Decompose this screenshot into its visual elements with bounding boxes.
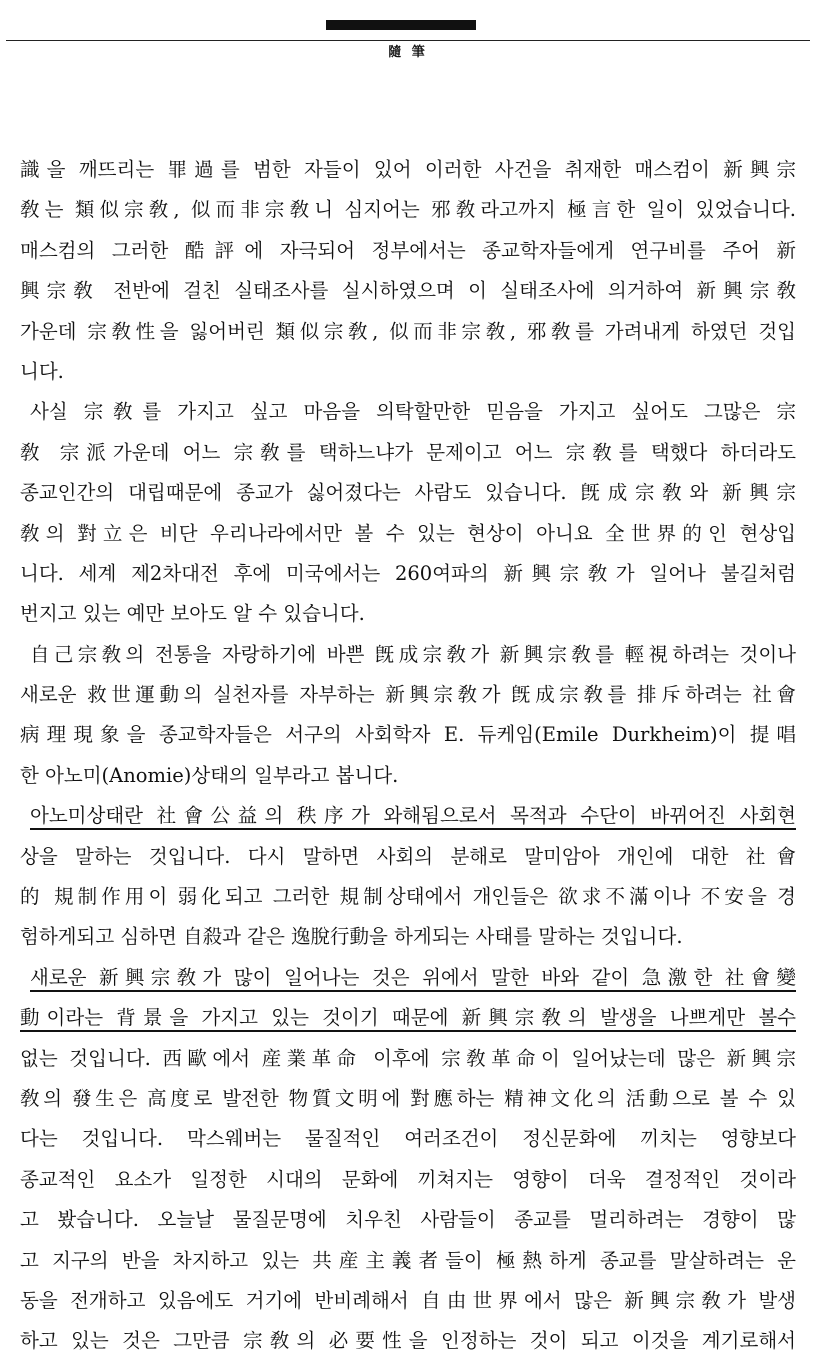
text-line: 病理現象을 종교학자들은 서구의 사회학자 E. 듀케임(Emile Durkheim)이 提唱: [20, 723, 796, 747]
text-line: 험하게되고 심하면 自殺과 같은 逸脫行動을 하게되는 사태를 말하는 것입니다.: [20, 925, 683, 949]
text-line: 종교인간의 대립때문에 종교가 싫어졌다는 사람도 있습니다. 旣成宗敎와 新興宗: [20, 481, 796, 505]
text-line: 興宗敎 전반에 걸친 실태조사를 실시하였으며 이 실태조사에 의거하여 新興宗敎: [20, 279, 796, 303]
text-line: 매스컴의 그러한 酷評에 자극되어 정부에서는 종교학자들에게 연구비를 주어 新: [20, 238, 796, 262]
text-line: 종교적인 요소가 일정한 시대의 문화에 끼쳐지는 영향이 더욱 결정적인 것이라: [20, 1167, 796, 1191]
text-line: 하고 있는 것은 그만큼 宗敎의 必要性을 인정하는 것이 되고 이것을 계기로해서: [20, 1329, 796, 1353]
text-line: 自己宗敎의 전통을 자랑하기에 바쁜 旣成宗敎가 新興宗敎를 輕視하려는 것이나: [30, 642, 796, 666]
text-line: 새로운 救世運動의 실천자를 자부하는 新興宗敎가 旣成宗敎를 排斥하려는 社會: [20, 683, 796, 707]
text-line: 敎의 對立은 비단 우리나라에서만 볼 수 있는 현상이 아니요 全世界的인 현상입: [20, 521, 796, 545]
text-line: 동을 전개하고 있음에도 거기에 반비례해서 自由世界에서 많은 新興宗敎가 발생: [20, 1288, 796, 1312]
text-line: 니다.: [20, 359, 64, 383]
text-line: 的 規制作用이 弱化되고 그러한 規制상태에서 개인들은 欲求不滿이나 不安을 경: [20, 885, 796, 909]
text-line: 한 아노미(Anomie)상태의 일부라고 봅니다.: [20, 763, 399, 787]
text-line: 고 지구의 반을 차지하고 있는 共産主義者들이 極熱하게 종교를 말살하려는 운: [20, 1248, 796, 1272]
text-body: [20, 150, 796, 1362]
text-line: 敎는 類似宗敎, 似而非宗敎니 심지어는 邪敎라고까지 極言한 일이 있었습니다.: [20, 198, 796, 222]
header-rule-thick: [326, 20, 476, 30]
text-line: 상을 말하는 것입니다. 다시 말하면 사회의 분해로 말미암아 개인에 대한 社會: [20, 844, 796, 868]
text-line: 敎의 發生은 高度로 발전한 物質文明에 對應하는 精神文化의 活動으로 볼 수 있: [20, 1086, 796, 1110]
text-line: 번지고 있는 예만 보아도 알 수 있습니다.: [20, 602, 365, 626]
text-line-underlined: 아노미상태란 社會公益의 秩序가 와해됨으로서 목적과 수단이 바뀌어진 사회현: [30, 804, 796, 828]
text-line: 없는 것입니다. 西歐에서 産業革命 이후에 宗敎革命이 일어났는데 많은 新興宗: [20, 1046, 796, 1070]
text-line: 敎 宗派가운데 어느 宗敎를 택하느냐가 문제이고 어느 宗敎를 택했다 하더라도: [20, 440, 796, 464]
text-line: 다는 것입니다. 막스웨버는 물질적인 여러조건이 정신문화에 끼치는 영향보다: [20, 1127, 796, 1151]
text-line: 사실 宗敎를 가지고 싶고 마음을 의탁할만한 믿음을 가지고 싶어도 그많은 宗: [30, 400, 796, 424]
page-header-title: 隨 筆: [388, 45, 428, 60]
text-line: 니다. 세계 제2차대전 후에 미국에서는 260여파의 新興宗敎가 일어나 불길처럼: [20, 561, 796, 585]
text-line: 고 봤습니다. 오늘날 물질문명에 치우친 사람들이 종교를 멀리하려는 경향이 많: [20, 1208, 796, 1232]
text-line-underlined: 새로운 新興宗敎가 많이 일어나는 것은 위에서 말한 바와 같이 急激한 社會變: [30, 965, 796, 989]
text-line-underlined: 動이라는 背景을 가지고 있는 것이기 때문에 新興宗敎의 발생을 나쁘게만 볼수: [20, 1006, 796, 1030]
text-line: 識을 깨뜨리는 罪過를 범한 자들이 있어 이러한 사건을 취재한 매스컴이 新興宗: [20, 158, 796, 181]
text-line: 가운데 宗敎性을 잃어버린 類似宗敎, 似而非宗敎, 邪敎를 가려내게 하였던 것입: [20, 319, 796, 343]
